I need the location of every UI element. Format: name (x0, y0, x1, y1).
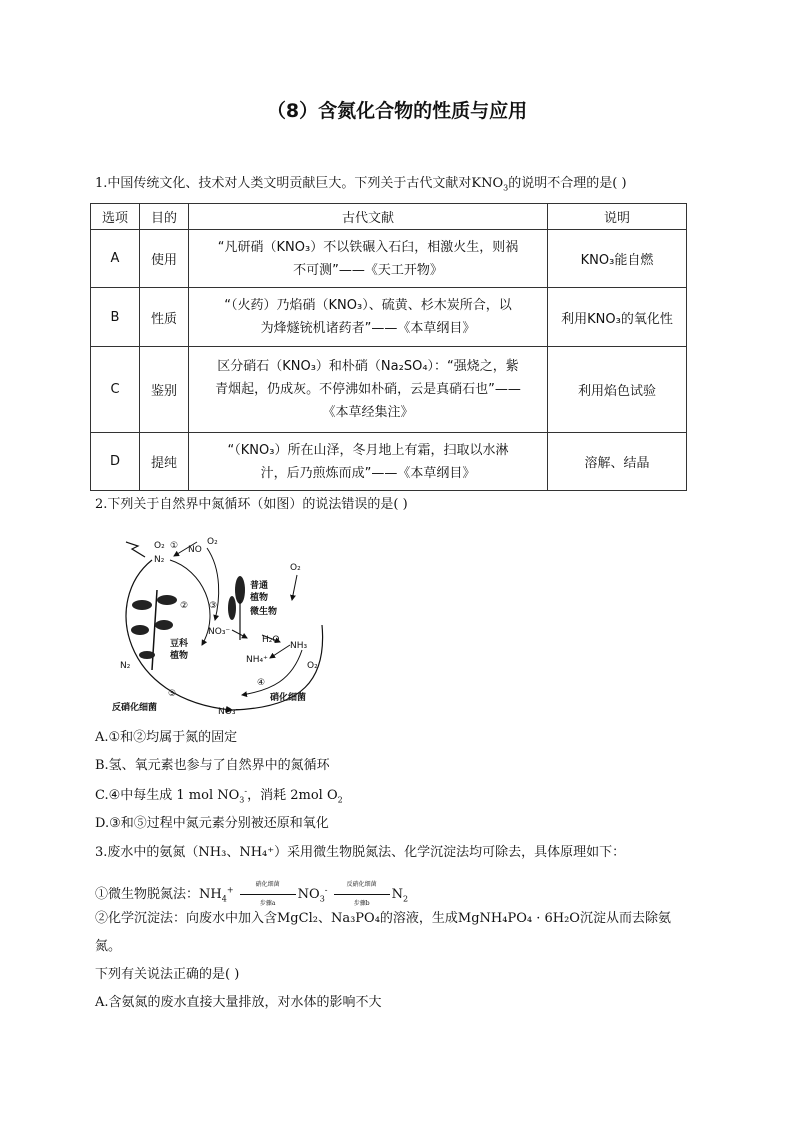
diagram-label: 植物 (170, 651, 189, 661)
diagram-label: O₂ (154, 541, 165, 551)
table-row (91, 230, 687, 288)
header-purpose: 目的 (140, 204, 189, 230)
row-option: D (91, 433, 140, 491)
doc-line: 区分硝石（KNO₃）和朴硝（Na₂SO₄）：“强烧之，紫 (217, 359, 519, 374)
m1-sub: 4 (221, 894, 227, 904)
q1-stem-sub: 3 (503, 183, 509, 193)
diagram-label: NO₃⁻ (208, 627, 231, 637)
table-row (91, 347, 687, 433)
diagram-label: ② (180, 601, 189, 611)
table-row (91, 433, 687, 491)
diagram-label: ① (170, 541, 179, 551)
row-purpose: 性质 (140, 288, 189, 347)
arrow2-top: 反硝化细菌 (346, 881, 377, 888)
diagram-label: 反硝化细菌 (112, 703, 158, 713)
row-document (189, 347, 548, 433)
m1-sup: + (226, 885, 234, 895)
row-purpose: 鉴别 (140, 347, 189, 433)
doc-line: 青烟起，仍成灰。不停沸如朴硝，云是真硝石也”—— (215, 382, 521, 397)
row-note: 利用KNO₃的氧化性 (548, 288, 687, 347)
diagram-label: NH₄⁺ (246, 655, 268, 665)
reaction-arrow-2 (334, 876, 390, 913)
m1-end: N (391, 887, 404, 902)
diagram-label: ③ (209, 601, 218, 611)
q1-stem (95, 175, 627, 193)
m1-mid: NO (297, 887, 320, 902)
q1-stem-post: 的说明不合理的是( ) (508, 176, 627, 191)
arrow1-top: 硝化细菌 (255, 881, 280, 888)
diagram-label: 微生物 (250, 607, 278, 617)
common-plant-icon (228, 576, 245, 640)
arrow-nh3-nh4 (270, 645, 290, 658)
table-header-row (91, 204, 687, 230)
row-document (189, 230, 548, 288)
q3-option-a: A.含氨氮的废水直接大量排放，对水体的影响不大 (95, 995, 382, 1010)
row-document (189, 433, 548, 491)
nitrogen-cycle-diagram (112, 530, 362, 720)
diagram-label: O₂ (290, 563, 301, 573)
q3-stem: 3.废水中的氨氮（NH₃、NH₄⁺）采用微生物脱氮法、化学沉淀法均可除去，具体原理如下： (95, 845, 626, 860)
arrow-fixation (170, 560, 210, 645)
q1-stem-pre: 1.中国传统文化、技术对人类文明贡献巨大。下列关于古代文献对KNO (95, 176, 504, 191)
doc-line: 汁，后乃煎炼而成”——《本草纲目》 (260, 465, 476, 481)
m1-mid-sup: - (324, 885, 328, 895)
lightning-icon (126, 542, 145, 557)
diagram-label: 豆科 (170, 639, 189, 649)
arrow-o2 (292, 575, 297, 600)
opt-c-sub: 3 (239, 795, 245, 805)
header-option: 选项 (91, 204, 140, 230)
q3-method2-line1: ②化学沉淀法：向废水中加入含MgCl₂、Na₃PO₄的溶液，生成MgNH₄PO₄ · 6H₂O沉淀从而去除氨 (95, 911, 671, 926)
doc-line: “凡研硝（KNO₃）不以铁碾入石臼，相激火生，则祸 (217, 239, 519, 255)
table-row (91, 288, 687, 347)
q2-option-d: D.③和⑤过程中氮元素分别被还原和氧化 (95, 816, 329, 831)
q2-option-b: B.氢、氧元素也参与了自然界中的氮循环 (95, 758, 330, 773)
doc-line: 为烽燧铳机诸药者”——《本草纲目》 (260, 321, 476, 336)
diagram-label: N₂ (154, 555, 165, 565)
diagram-label: H₂O (262, 635, 280, 645)
diagram-label: ④ (257, 678, 266, 688)
reaction-arrow-1 (240, 876, 296, 913)
diagram-label: NO (188, 545, 202, 555)
diagram-label: 普通 (250, 581, 269, 591)
row-option: A (91, 230, 140, 288)
arrow1-bot: 步骤a (259, 900, 276, 907)
row-option: B (91, 288, 140, 347)
row-note: KNO₃能自燃 (548, 230, 687, 288)
doc-line: 《本草经集注》 (322, 405, 414, 420)
q3-method2-line2: 氮。 (95, 939, 122, 954)
diagram-label: O₂ (207, 537, 218, 547)
m1-end-sub: 2 (403, 894, 409, 904)
q2-stem: 2.下列关于自然界中氮循环（如图）的说法错误的是( ) (95, 497, 408, 512)
opt-c-pre: C.④中每生成 1 mol NO (95, 788, 240, 803)
doc-line: 不可测”——《天工开物》 (293, 262, 443, 278)
diagram-label: 植物 (250, 593, 269, 603)
q1-table (90, 203, 687, 491)
row-note: 利用焰色试验 (548, 347, 687, 433)
row-option: C (91, 347, 140, 433)
row-purpose: 提纯 (140, 433, 189, 491)
opt-c-sup: - (244, 786, 248, 796)
diagram-label: NO₃⁻ (218, 707, 241, 717)
diagram-label: NH₃ (290, 641, 308, 651)
opt-c-post: ，消耗 2mol O (247, 788, 338, 803)
header-document: 古代文献 (189, 204, 548, 230)
page-title: （8）含氮化合物的性质与应用 (266, 100, 528, 122)
row-note: 溶解、结晶 (548, 433, 687, 491)
diagram-label: O₂ (307, 661, 318, 671)
q3-method1 (95, 876, 408, 913)
diagram-label: N₂ (120, 661, 131, 671)
diagram-label: ⑤ (168, 689, 177, 699)
q3-ask: 下列有关说法正确的是( ) (95, 967, 240, 982)
row-document (189, 288, 548, 347)
doc-line: “（KNO₃）所在山泽，冬月地上有霜，扫取以水淋 (227, 442, 509, 458)
row-purpose: 使用 (140, 230, 189, 288)
m1-pre: ①微生物脱氮法：NH (95, 887, 222, 902)
doc-line: “（火药）乃焰硝（KNO₃）、硫黄、杉木炭所合，以 (224, 298, 512, 313)
opt-c-sub2: 2 (337, 795, 343, 805)
q2-option-a: A.①和②均属于氮的固定 (95, 730, 238, 745)
m1-mid-sub: 3 (319, 894, 325, 904)
header-note: 说明 (548, 204, 687, 230)
arrow2-bot: 步骤b (353, 900, 370, 907)
q2-option-c (95, 787, 343, 805)
diagram-label: 硝化细菌 (270, 693, 307, 703)
